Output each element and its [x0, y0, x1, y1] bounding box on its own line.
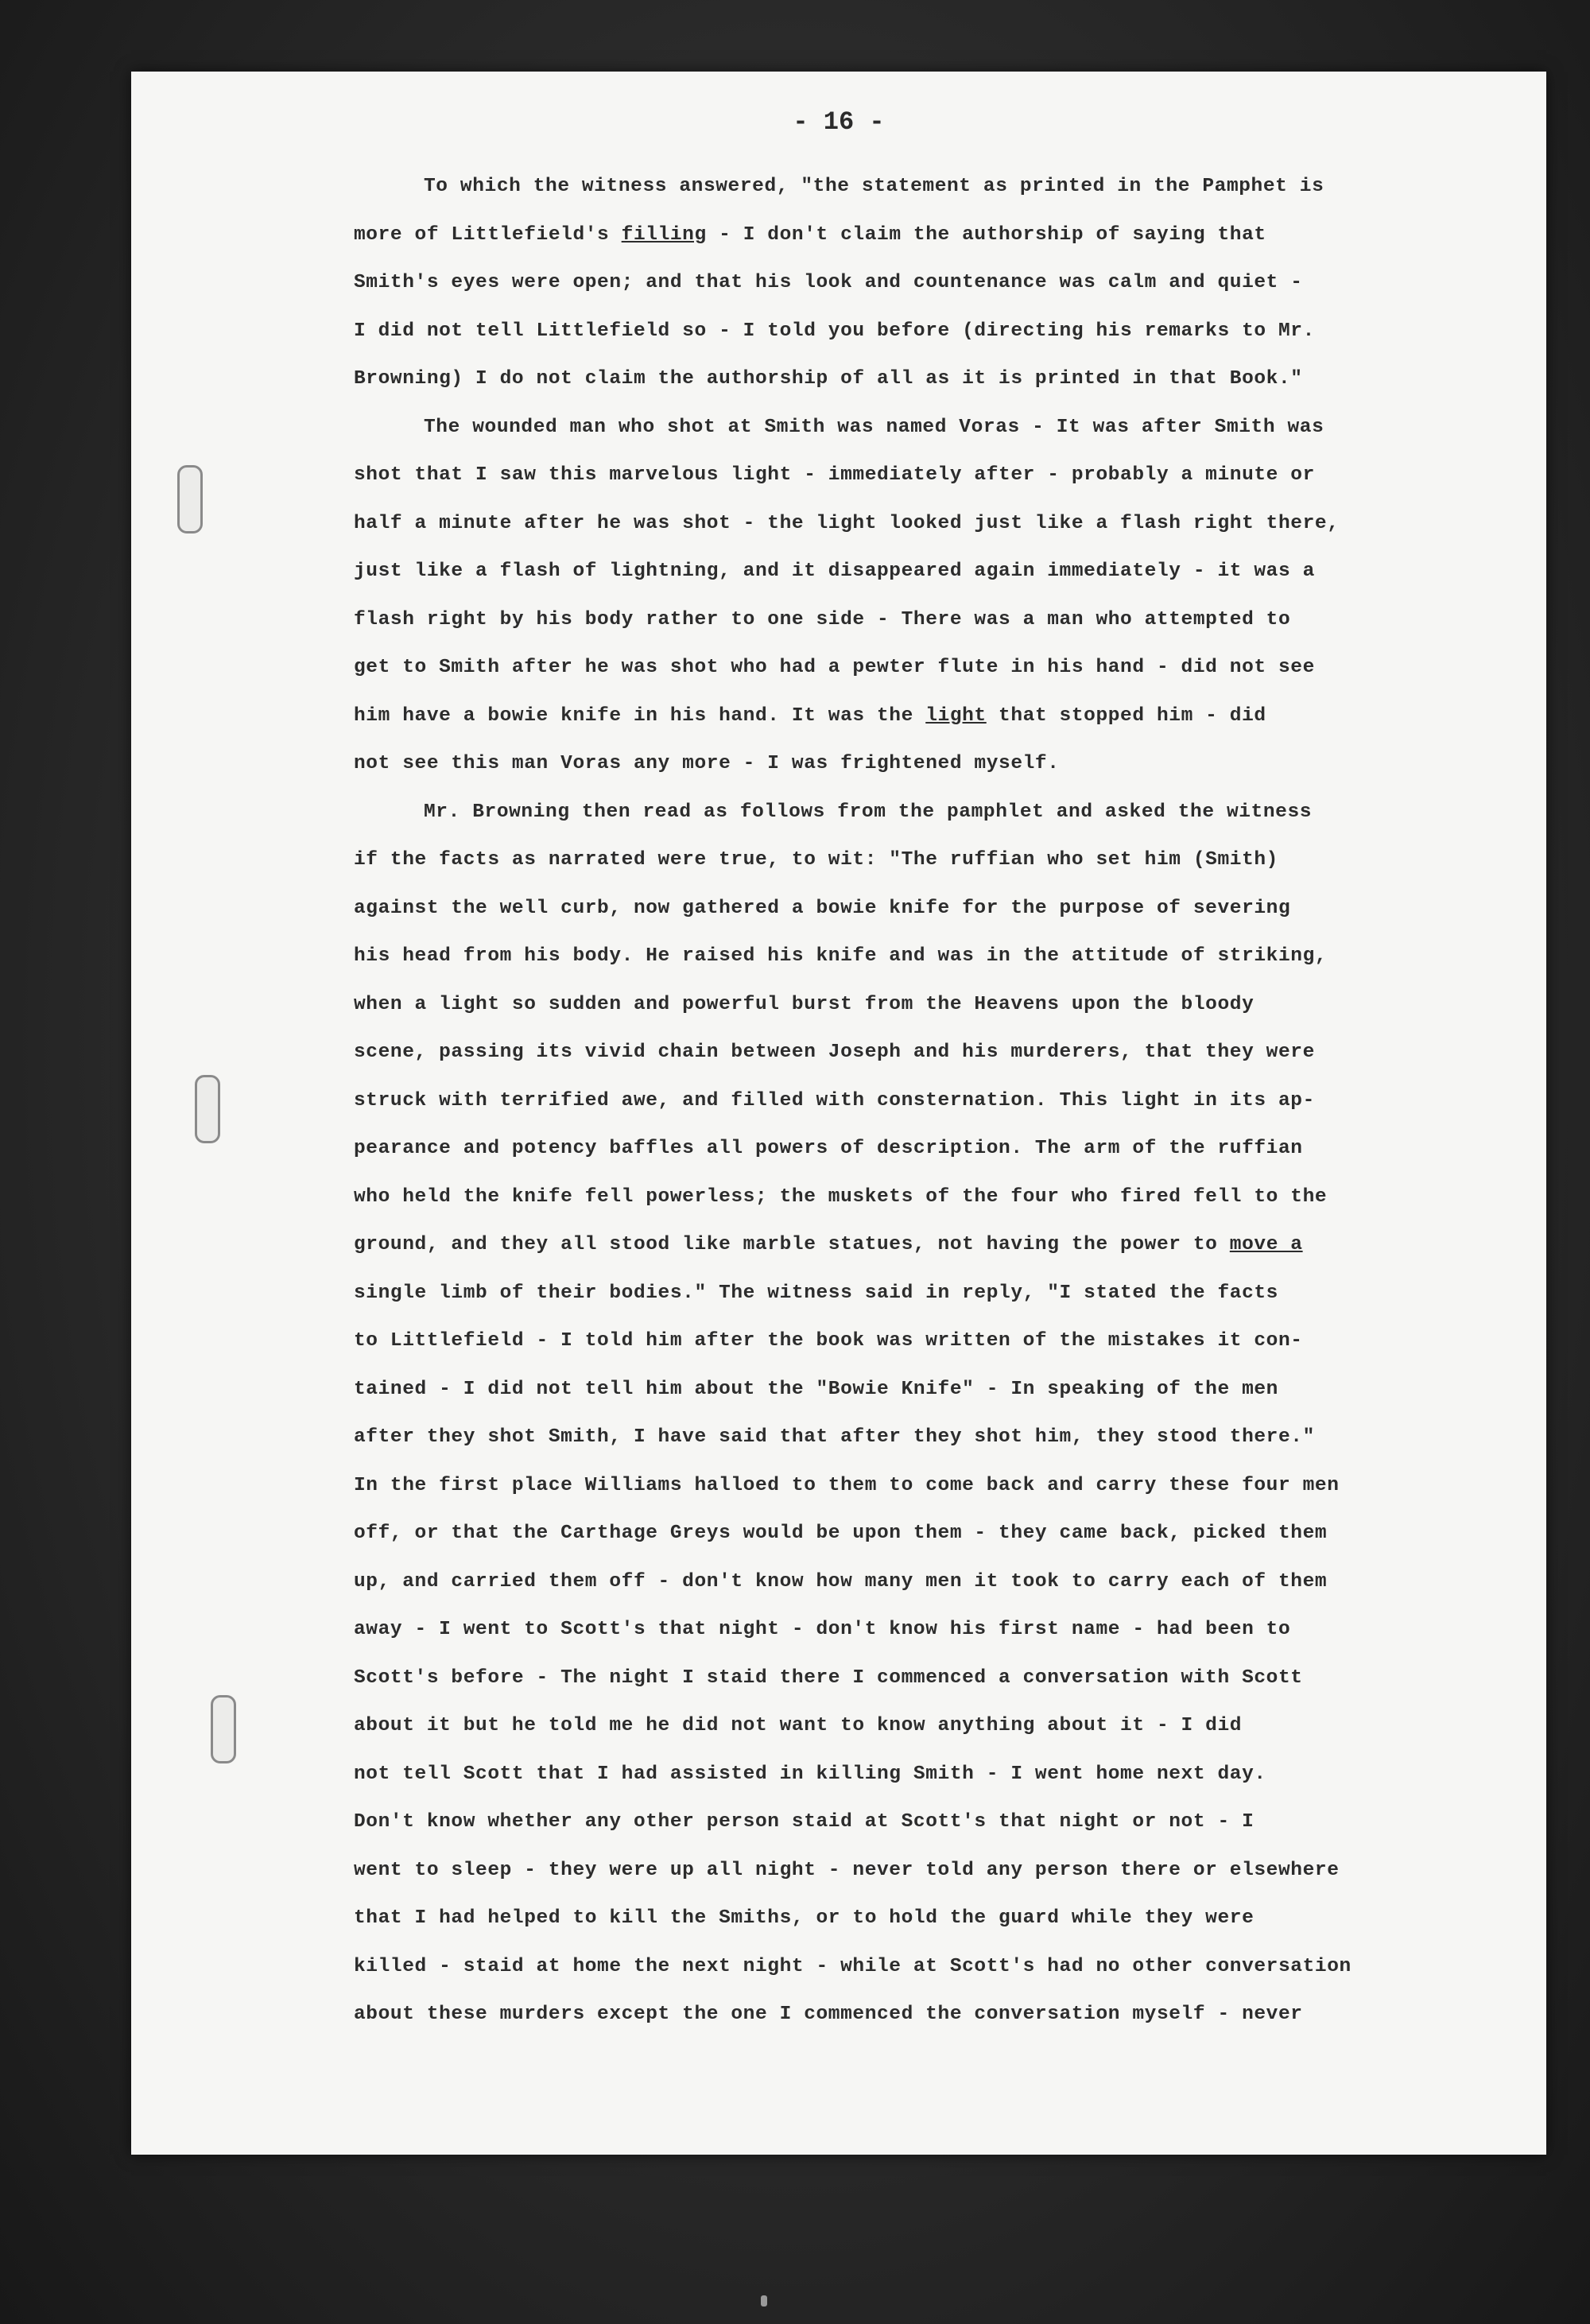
text-line: The wounded man who shot at Smith was named Voras - It was after Smith was: [424, 416, 1324, 438]
text-line: up, and carried them off - don't know how many men it took to carry each of them: [354, 1570, 1328, 1593]
film-speck: [761, 2295, 767, 2307]
text-line: when a light so sudden and powerful burst from the Heavens upon the bloody: [354, 993, 1255, 1015]
text-line: him have a bowie knife in his hand. It was the light that stopped him - did: [354, 704, 1266, 727]
text-line: Browning) I do not claim the authorship of all as it is printed in that Book.": [354, 368, 1303, 390]
text-line: get to Smith after he was shot who had a pewter flute in his hand - did not see: [354, 657, 1315, 678]
text-line: ground, and they all stood like marble statues, not having the power to move a: [354, 1234, 1303, 1255]
underlined-word: move a: [1229, 1234, 1303, 1255]
text-line: Don't know whether any other person staid at Scott's that night or not - I: [354, 1811, 1255, 1833]
text-line: if the facts as narrated were true, to wit: "The ruffian who set him (Smith): [354, 849, 1278, 871]
binder-hole: [195, 1075, 220, 1143]
binder-hole: [177, 465, 203, 533]
text-line: just like a flash of lightning, and it disappeared again immediately - it was a: [354, 561, 1315, 582]
text-line: Mr. Browning then read as follows from the pamphlet and asked the witness: [424, 801, 1313, 823]
text-line: In the first place Williams halloed to them to come back and carry these four men: [354, 1474, 1340, 1496]
text-line: Scott's before - The night I staid there I commenced a conversation with Scott: [354, 1666, 1303, 1689]
text-line: to Littlefield - I told him after the book was written of the mistakes it con-: [354, 1330, 1303, 1352]
text-line: about these murders except the one I commenced the conversation myself - never: [354, 2004, 1303, 2025]
text-line: went to sleep - they were up all night - never told any person there or elsewhere: [354, 1859, 1340, 1881]
body-text: [354, 163, 1459, 2039]
text-line: against the well curb, now gathered a bowie knife for the purpose of severing: [354, 897, 1291, 919]
text-line: pearance and potency baffles all powers of description. The arm of the ruffian: [354, 1138, 1303, 1159]
text-line: that I had helped to kill the Smiths, or to hold the guard while they were: [354, 1907, 1255, 1929]
text-line: flash right by his body rather to one side - There was a man who attempted to: [354, 608, 1291, 630]
text-line: shot that I saw this marvelous light - immediately after - probably a minute or: [354, 464, 1315, 486]
text-line: his head from his body. He raised his knife and was in the attitude of striking,: [354, 945, 1328, 967]
text-line: Smith's eyes were open; and that his look and countenance was calm and quiet -: [354, 272, 1303, 293]
text-line: off, or that the Carthage Greys would be upon them - they came back, picked them: [354, 1523, 1328, 1544]
typed-page: [131, 72, 1546, 2155]
underlined-word: light: [925, 704, 987, 727]
text-line: I did not tell Littlefield so - I told you before (directing his remarks to Mr.: [354, 320, 1315, 342]
text-line: single limb of their bodies." The witness said in reply, "I stated the facts: [354, 1282, 1278, 1304]
text-line: more of Littlefield's filling - I don't claim the authorship of saying that: [354, 223, 1266, 246]
text-line: after they shot Smith, I have said that after they shot him, they stood there.": [354, 1426, 1315, 1448]
page-number: - 16 -: [793, 107, 885, 137]
text-line: tained - I did not tell him about the "Bowie Knife" - In speaking of the men: [354, 1378, 1278, 1400]
text-line: not see this man Voras any more - I was frightened myself.: [354, 753, 1060, 774]
underlined-word: filling: [621, 223, 707, 246]
text-line: who held the knife fell powerless; the muskets of the four who fired fell to the: [354, 1185, 1328, 1208]
text-line: not tell Scott that I had assisted in killing Smith - I went home next day.: [354, 1763, 1266, 1785]
binder-hole: [211, 1695, 236, 1763]
text-line: half a minute after he was shot - the light looked just like a flash right there,: [354, 512, 1340, 534]
text-line: scene, passing its vivid chain between Joseph and his murderers, that they were: [354, 1042, 1315, 1063]
text-line: killed - staid at home the next night - while at Scott's had no other conversation: [354, 1955, 1352, 1977]
text-line: struck with terrified awe, and filled with consternation. This light in its ap-: [354, 1089, 1315, 1112]
text-line: about it but he told me he did not want to know anything about it - I did: [354, 1715, 1243, 1736]
text-line: away - I went to Scott's that night - don't know his first name - had been to: [354, 1619, 1291, 1640]
text-line: To which the witness answered, "the statement as printed in the Pamphet is: [424, 176, 1324, 197]
